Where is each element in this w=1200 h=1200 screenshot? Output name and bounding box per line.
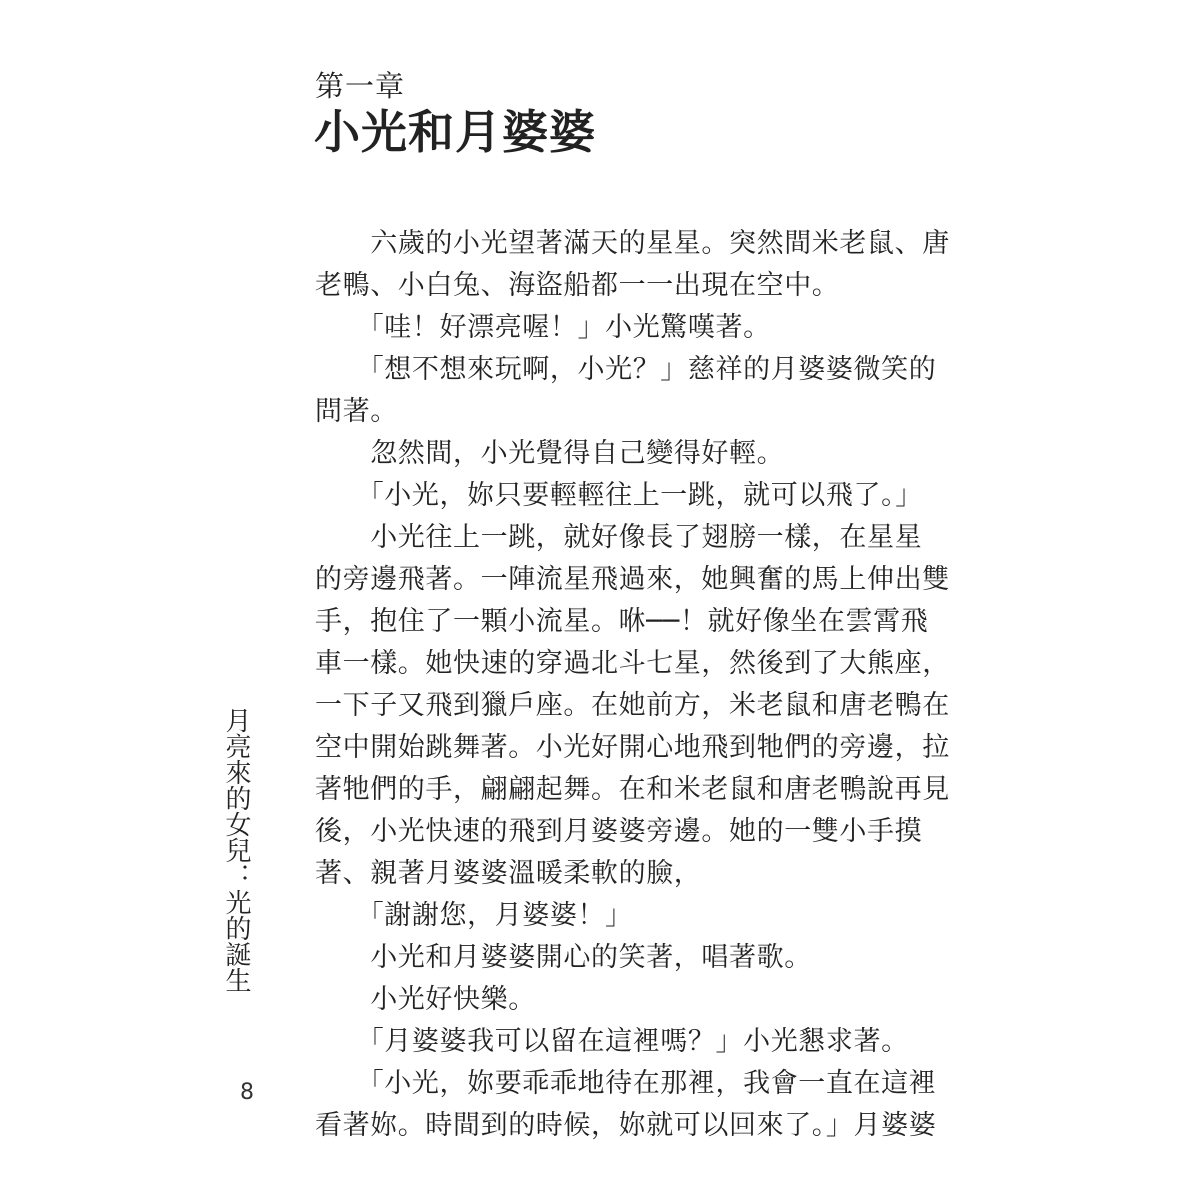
text-line: 後，小光快速的飛到月婆婆旁邊。她的一雙小手摸 [315,816,923,847]
text-line: 小光往上一跳，就好像長了翅膀一樣，在星星 [315,522,923,553]
chapter-label: 第一章 [315,69,406,103]
text-line: 空中開始跳舞著。小光好開心地飛到牠們的旁邊，拉 [315,732,950,763]
page-number: 8 [240,1080,254,1105]
text-line: 車一樣。她快速的穿過北斗七星，然後到了大熊座， [315,648,950,679]
text-line: 「月婆婆我可以留在這裡嗎？」小光懇求著。 [315,1026,909,1057]
text-line: 忽然間，小光覺得自己變得好輕。 [315,438,785,469]
text-line: 著、親著月婆婆溫暖柔軟的臉， [315,858,702,889]
text-line: 小光好快樂。 [315,984,536,1015]
text-line: 看著妳。時間到的時候，妳就可以回來了。」月婆婆 [315,1110,937,1141]
running-head-book-title: 月亮來的女兒：光的誕生 [221,707,251,993]
text-line: 老鴨、小白兔、海盜船都一一出現在空中。 [315,270,840,301]
text-line: 手，抱住了一顆小流星。咻──！就好像坐在雲霄飛 [315,606,929,637]
text-line: 小光和月婆婆開心的笑著，唱著歌。 [315,942,812,973]
text-line: 「小光，妳要乖乖地待在那裡，我會一直在這裡 [315,1068,937,1099]
text-line: 問著。 [315,396,398,427]
body-text [315,223,950,1147]
text-line: 的旁邊飛著。一陣流星飛過來，她興奮的馬上伸出雙 [315,564,950,595]
text-line: 六歲的小光望著滿天的星星。突然間米老鼠、唐 [315,228,950,259]
text-line: 「小光，妳只要輕輕往上一跳，就可以飛了。」 [315,480,923,511]
text-line: 著牠們的手，翩翩起舞。在和米老鼠和唐老鴨說再見 [315,774,950,805]
text-line: 「哇！好漂亮喔！」小光驚嘆著。 [315,312,771,343]
chapter-title: 小光和月婆婆 [314,105,596,159]
text-line: 「想不想來玩啊，小光？」慈祥的月婆婆微笑的 [315,354,937,385]
text-line: 一下子又飛到獵戶座。在她前方，米老鼠和唐老鴨在 [315,690,950,721]
text-line: 「謝謝您，月婆婆！」 [315,900,633,931]
